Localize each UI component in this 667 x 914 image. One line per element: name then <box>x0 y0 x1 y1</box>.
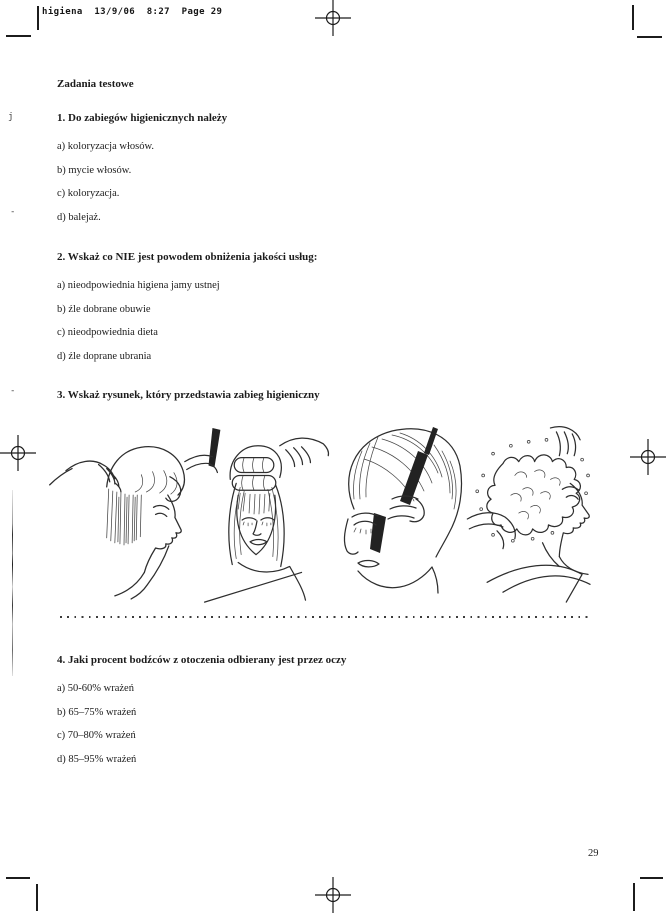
registration-mark-icon <box>315 877 351 913</box>
question-title: 2. Wskaż co NIE jest powodem obniżenia jakości usług: <box>57 251 318 263</box>
answer-option: a) koloryzacja włosów. <box>57 141 154 152</box>
crop-mark <box>37 6 39 30</box>
scan-artifact-line <box>12 490 13 676</box>
proof-header: higiena 13/9/06 8:27 Page 29 <box>42 7 223 17</box>
crop-mark <box>632 5 634 30</box>
crop-mark <box>6 877 30 879</box>
registration-mark-icon <box>315 0 351 36</box>
page-title: Zadania testowe <box>57 78 134 90</box>
crop-mark <box>637 36 662 38</box>
answer-option: a) 50-60% wrażeń <box>57 683 134 694</box>
question-1 <box>57 112 227 235</box>
answer-option: d) 85–95% wrażeń <box>57 753 137 765</box>
margin-artifact: - <box>10 207 16 217</box>
question-title: 1. Do zabiegów higienicznych należy <box>57 112 228 124</box>
answer-option: d) źle doprane ubrania <box>57 350 152 362</box>
question-2 <box>57 251 317 374</box>
crop-mark <box>36 884 38 911</box>
dotted-divider <box>60 616 591 618</box>
figure-hair-rollers <box>182 424 332 612</box>
question-title: 3. Wskaż rysunek, który przedstawia zabieg higieniczny <box>57 389 320 401</box>
page-number: 29 <box>588 848 599 859</box>
question-title: 4. Jaki procent bodźców z otoczenia odbierany jest przez oczy <box>57 654 347 666</box>
answer-option: b) mycie włosów. <box>57 164 132 176</box>
crop-mark <box>640 877 663 879</box>
crop-mark <box>633 883 635 911</box>
answer-option: c) nieodpowiednia dieta <box>57 327 158 338</box>
margin-artifact: j <box>8 112 14 122</box>
answer-option: d) balejaż. <box>57 211 101 223</box>
figure-hair-waving <box>46 436 202 604</box>
figure-hair-coloring <box>332 421 482 611</box>
figure-hair-washing <box>462 424 628 612</box>
margin-artifact: - <box>10 386 16 396</box>
question-3 <box>57 389 320 418</box>
answer-option: a) nieodpowiednia higiena jamy ustnej <box>57 280 220 291</box>
answer-option: c) koloryzacja. <box>57 188 120 199</box>
answer-option: b) 65–75% wrażeń <box>57 706 137 718</box>
registration-mark-icon <box>630 439 666 475</box>
answer-option: b) źle dobrane obuwie <box>57 303 151 315</box>
crop-mark <box>6 35 31 37</box>
answer-option: c) 70–80% wrażeń <box>57 730 136 741</box>
registration-mark-icon <box>0 435 36 471</box>
question-4 <box>57 654 346 777</box>
